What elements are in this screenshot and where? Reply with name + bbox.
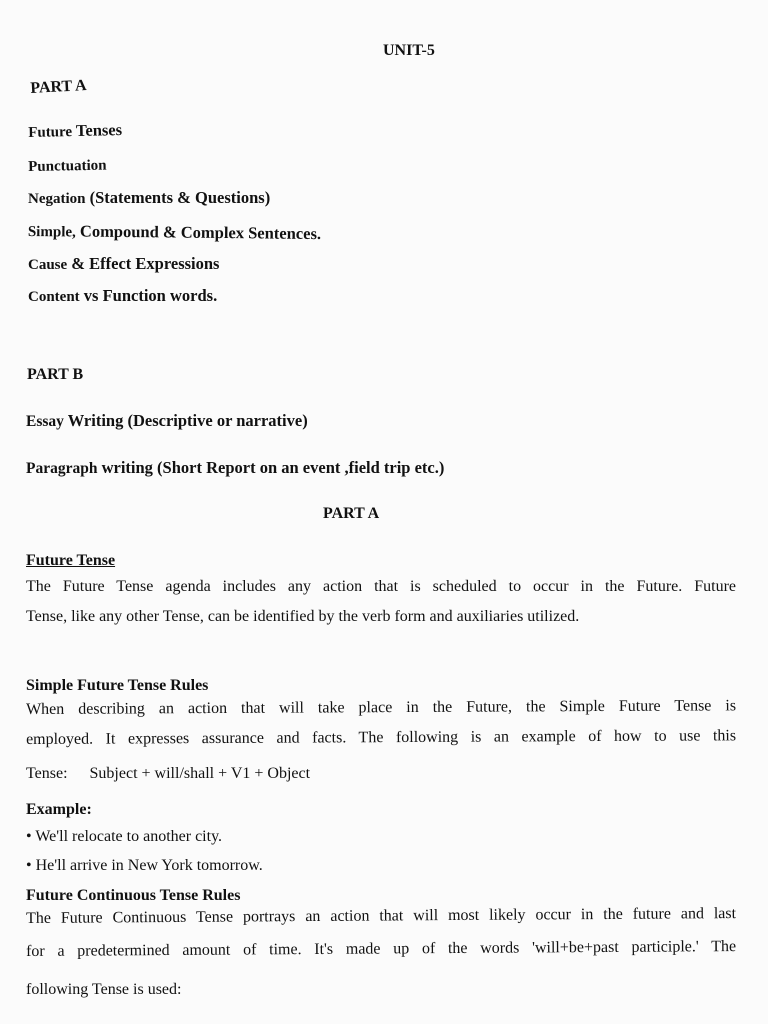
future-tense-heading: Future Tense	[26, 552, 116, 569]
outline-part-a-heading: PART A	[30, 77, 88, 97]
paragraph-line: following Tense is used:	[26, 981, 182, 998]
tense-formula: Subject + will/shall + V1 + Object	[89, 765, 311, 782]
outline-topic-item: Future Tenses	[28, 120, 123, 141]
bullet-icon: •	[26, 828, 32, 845]
paragraph-line: for a predetermined amount of time. It's made up of the words 'will+be+past participle.' The	[26, 938, 737, 960]
outline-part-b-heading: PART B	[27, 366, 84, 383]
outline-part-b-item: Paragraph writing (Short Report on an event ,field trip etc.)	[26, 458, 445, 477]
example-label: Example:	[26, 801, 92, 818]
example-item: • He'll arrive in New York tomorrow.	[26, 857, 263, 874]
example-item: • We'll relocate to another city.	[26, 828, 223, 845]
outline-topic-item: Cause & Effect Expressions	[28, 254, 220, 273]
paragraph-line: employed. It expresses assurance and facts. The following is an example of how to use this	[26, 727, 737, 748]
paragraph-line: The Future Continuous Tense portrays an action that will most likely occur in the future and last	[26, 905, 737, 927]
simple-future-heading: Simple Future Tense Rules	[26, 677, 209, 694]
outline-topic-item: Content vs Function words.	[28, 286, 218, 305]
future-continuous-heading: Future Continuous Tense Rules	[26, 887, 241, 904]
paragraph-line: When describing an action that will take place in the Future, the Simple Future Tense is	[26, 697, 737, 718]
outline-topic-item: Simple, Compound & Complex Sentences.	[27, 221, 322, 244]
bullet-icon: •	[26, 857, 32, 874]
outline-topic-item: Negation (Statements & Questions)	[28, 188, 271, 207]
unit-title: UNIT-5	[383, 42, 435, 59]
formula-line: Tense: Subject + will/shall + V1 + Object	[26, 765, 311, 782]
outline-topic-item: Punctuation	[28, 157, 107, 175]
paragraph-line: Tense, like any other Tense, can be identified by the verb form and auxiliaries utilized.	[26, 608, 580, 625]
outline-part-b-item: Essay Writing (Descriptive or narrative)	[26, 411, 308, 430]
body-part-a-heading: PART A	[323, 505, 380, 522]
paragraph-line: The Future Tense agenda includes any action that is scheduled to occur in the Future. Future	[26, 578, 736, 595]
